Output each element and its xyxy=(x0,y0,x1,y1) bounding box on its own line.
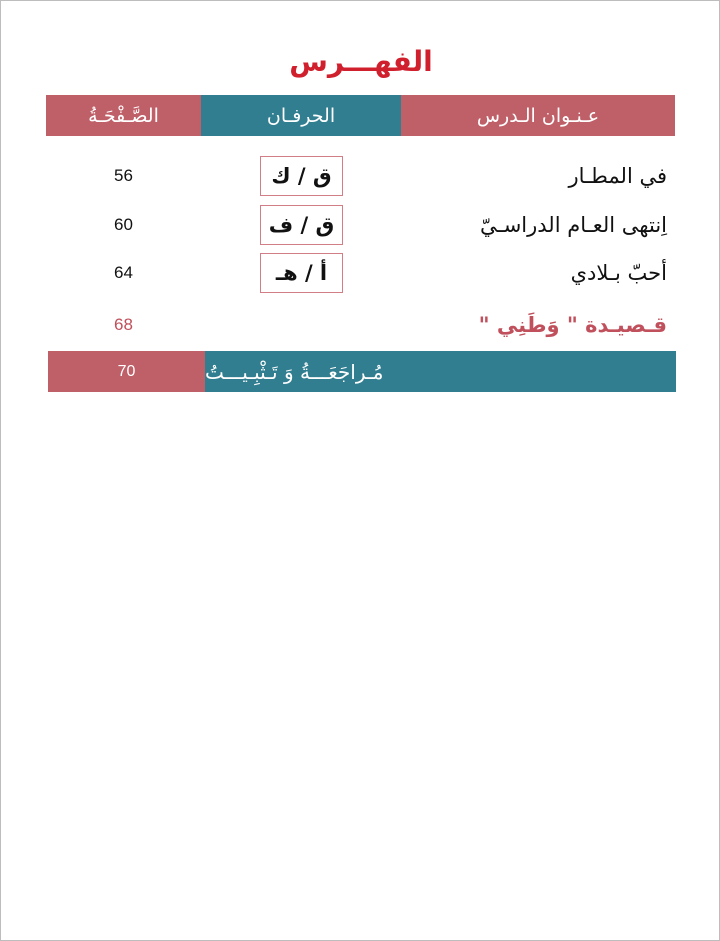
table-row xyxy=(46,154,675,198)
review-page-number: 70 xyxy=(48,351,205,392)
lesson-title: في المطـار xyxy=(568,164,667,188)
header-letters: الحرفـان xyxy=(201,95,401,136)
lesson-title: أحبّ بـلادي xyxy=(570,261,667,285)
letters-box: ق / ف xyxy=(260,205,343,245)
letters-box: أ / هـ xyxy=(260,253,343,293)
review-label: مُـراجَعَـــةُ وَ تَـثْبِـيـــتُ xyxy=(205,351,676,392)
poem-title: قـصيـدة " وَطَنِي " xyxy=(478,313,667,337)
page-number: 56 xyxy=(114,166,133,185)
lesson-title: اِنتهى العـام الدراسـيّ xyxy=(480,213,667,237)
poem-page-number: 68 xyxy=(114,315,133,334)
letters-box: ق / ك xyxy=(260,156,343,196)
table-row xyxy=(46,251,675,295)
header-page: الصَّـفْحَـةُ xyxy=(46,95,201,136)
poem-row xyxy=(46,303,675,347)
page-number: 64 xyxy=(114,263,133,282)
header-lesson-title: عـنـوان الـدرس xyxy=(401,95,675,136)
table-header xyxy=(46,95,675,136)
page-title: الفهـــرس xyxy=(289,45,433,78)
page-number: 60 xyxy=(114,215,133,234)
table-row xyxy=(46,203,675,247)
review-row xyxy=(48,351,676,392)
